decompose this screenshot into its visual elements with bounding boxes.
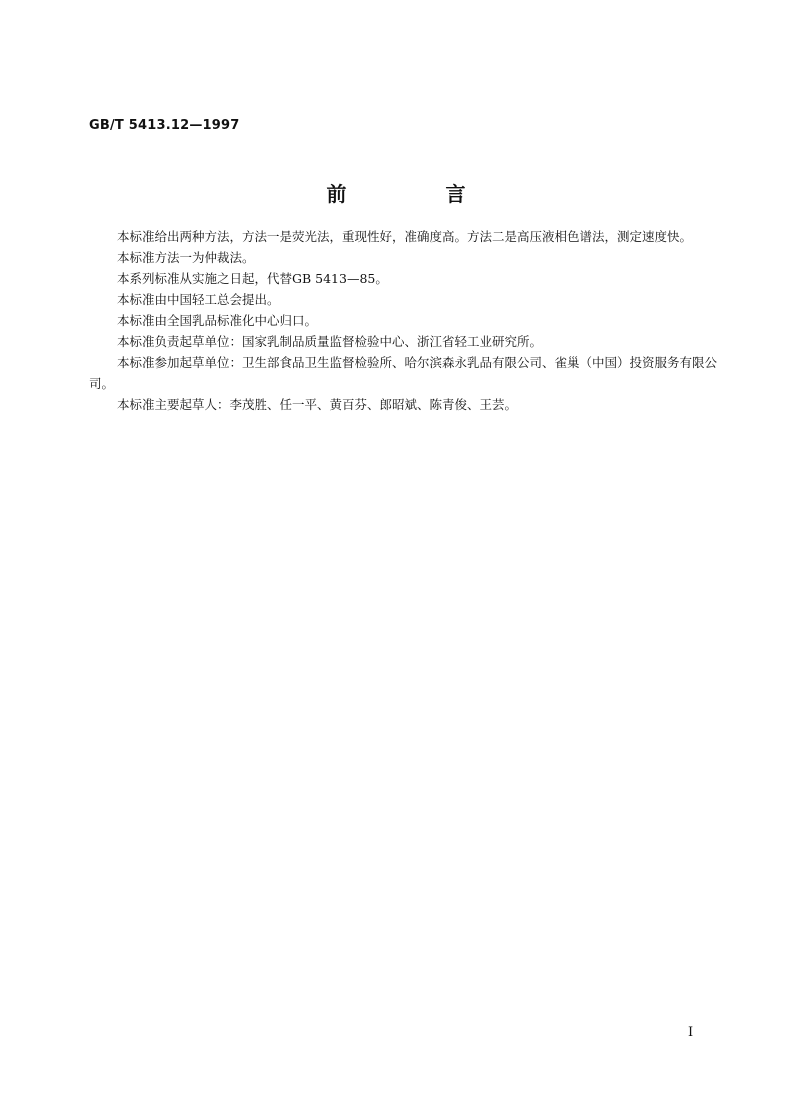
paragraph-methods: 本标准给出两种方法，方法一是荧光法，重现性好，准确度高。方法二是高压液相色谱法，测定速度快。 — [117, 229, 693, 244]
paragraph-centralized: 本标准由全国乳品标准化中心归口。 — [117, 313, 318, 328]
paragraph-proposer: 本标准由中国轻工总会提出。 — [117, 292, 280, 307]
paragraph-responsible-units: 本标准负责起草单位：国家乳制品质量监督检验中心、浙江省轻工业研究所。 — [117, 334, 543, 349]
standard-code: GB/T 5413.12—1997 — [89, 118, 240, 133]
page-number: I — [688, 1025, 694, 1040]
page-title: 前 言 — [326, 182, 512, 206]
paragraph-arbitration: 本标准方法一为仲裁法。 — [117, 250, 255, 265]
paragraph-drafters: 本标准主要起草人：李茂胜、任一平、黄百芬、郎昭斌、陈青俊、王芸。 — [117, 397, 518, 412]
foreword-body — [89, 226, 717, 415]
paragraph-replacement: 本系列标准从实施之日起，代替GB 5413—85。 — [117, 271, 388, 286]
paragraph-participating-units: 本标准参加起草单位：卫生部食品卫生监督检验所、哈尔滨森永乳品有限公司、雀巢（中国）投资服务有限公司。 — [89, 355, 718, 391]
